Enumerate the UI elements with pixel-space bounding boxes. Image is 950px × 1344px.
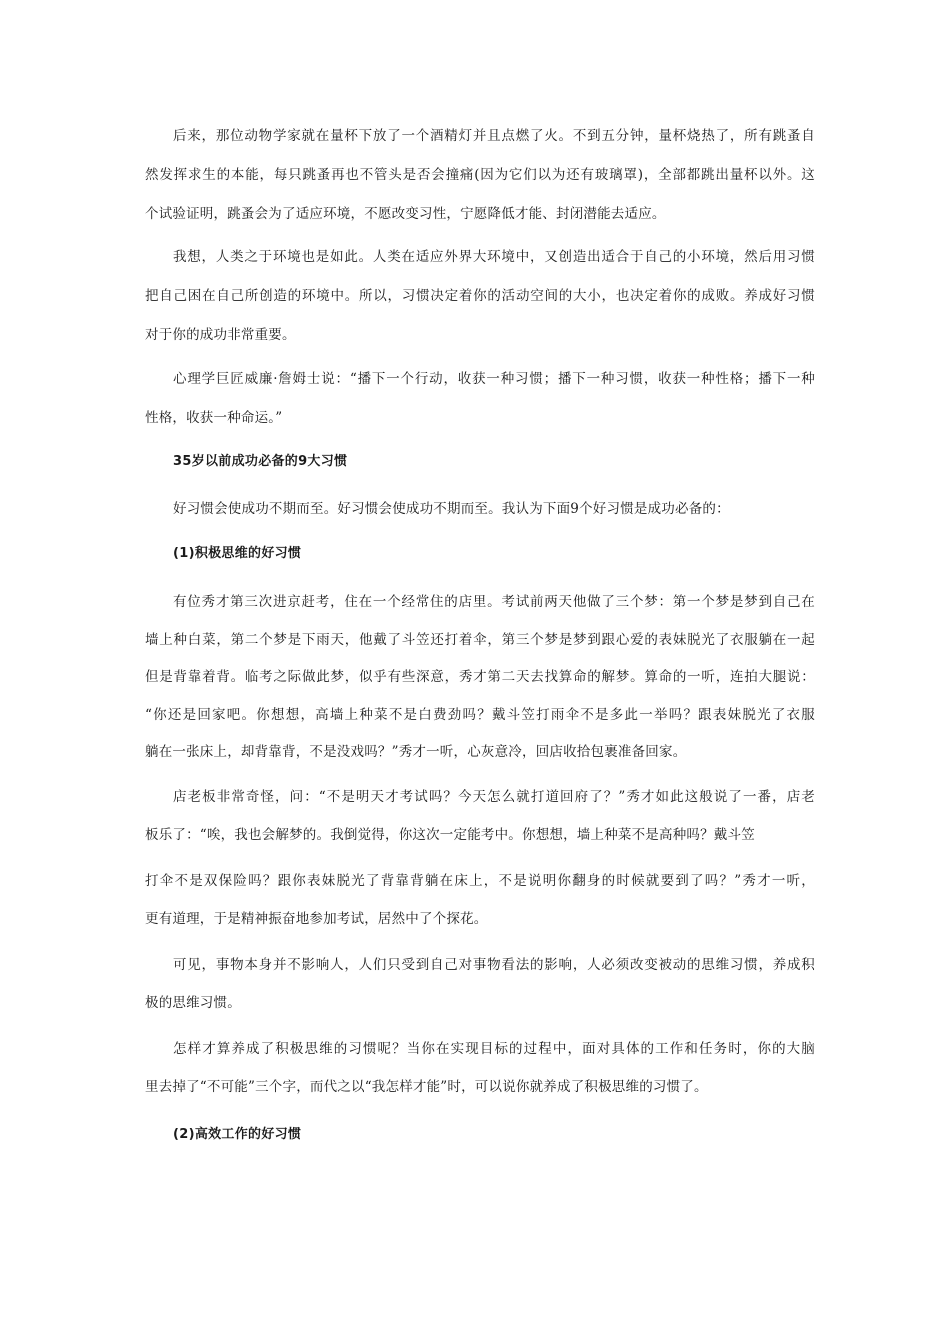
section-heading: (1)积极思维的好习惯 <box>173 546 302 561</box>
paragraph-line: 有位秀才第三次进京赶考，住在一个经常住的店里。考试前两天他做了三个梦：第一个梦是梦到自己在 <box>173 594 815 610</box>
section-heading: 35岁以前成功必备的9大习惯 <box>173 454 348 469</box>
paragraph-line: 好习惯会使成功不期而至。好习惯会使成功不期而至。我认为下面9个好习惯是成功必备的： <box>173 501 730 517</box>
paragraph-line: 怎样才算养成了积极思维的习惯呢？当你在实现目标的过程中，面对具体的工作和任务时，你的大脑 <box>173 1041 815 1057</box>
paragraph-line: 极的思维习惯。 <box>145 995 241 1011</box>
paragraph-line: 躺在一张床上，却背靠背，不是没戏吗？”秀才一听，心灰意冷，回店收拾包裹准备回家。 <box>145 744 687 760</box>
paragraph-line: 墙上种白菜，第二个梦是下雨天，他戴了斗笠还打着伞，第三个梦是梦到跟心爱的表妹脱光了衣服躺在一起 <box>145 632 815 648</box>
paragraph-line: 打伞不是双保险吗？跟你表妹脱光了背靠背躺在床上，不是说明你翻身的时候就要到了吗？”秀才一听， <box>145 873 815 889</box>
paragraph-line: 然发挥求生的本能，每只跳蚤再也不管头是否会撞痛(因为它们以为还有玻璃罩)，全部都跳出量杯以外。这 <box>145 167 815 183</box>
paragraph-line: 对于你的成功非常重要。 <box>145 327 296 343</box>
paragraph-line: 更有道理，于是精神振奋地参加考试，居然中了个探花。 <box>145 911 488 927</box>
paragraph-line: “你还是回家吧。你想想，高墙上种菜不是白费劲吗？戴斗笠打雨伞不是多此一举吗？跟表妹脱光了衣服 <box>145 707 815 723</box>
paragraph-line: 板乐了：“唉，我也会解梦的。我倒觉得，你这次一定能考中。你想想，墙上种菜不是高种吗？戴斗笠 <box>145 827 755 843</box>
paragraph-line: 但是背靠着背。临考之际做此梦，似乎有些深意，秀才第二天去找算命的解梦。算命的一听，连拍大腿说： <box>145 669 815 685</box>
paragraph-line: 后来，那位动物学家就在量杯下放了一个酒精灯并且点燃了火。不到五分钟，量杯烧热了，所有跳蚤自 <box>173 128 815 144</box>
paragraph-line: 性格，收获一种命运。” <box>145 410 283 426</box>
section-heading: (2)高效工作的好习惯 <box>173 1127 302 1142</box>
paragraph-line: 心理学巨匠威廉·詹姆士说：“播下一个行动，收获一种习惯；播下一种习惯，收获一种性格；播下一种 <box>173 371 815 387</box>
paragraph-line: 我想，人类之于环境也是如此。人类在适应外界大环境中，又创造出适合于自己的小环境，然后用习惯 <box>173 249 815 265</box>
paragraph-line: 个试验证明，跳蚤会为了适应环境，不愿改变习性，宁愿降低才能、封闭潜能去适应。 <box>145 206 666 222</box>
paragraph-line: 里去掉了“不可能”三个字，而代之以“我怎样才能”时，可以说你就养成了积极思维的习惯了。 <box>145 1079 708 1095</box>
paragraph-line: 把自己困在自己所创造的环境中。所以，习惯决定着你的活动空间的大小，也决定着你的成败。养成好习惯 <box>145 288 815 304</box>
paragraph-line: 可见，事物本身并不影响人，人们只受到自己对事物看法的影响，人必须改变被动的思维习惯，养成积 <box>173 957 815 973</box>
paragraph-line: 店老板非常奇怪，问：“不是明天才考试吗？今天怎么就打道回府了？”秀才如此这般说了一番，店老 <box>173 789 815 805</box>
